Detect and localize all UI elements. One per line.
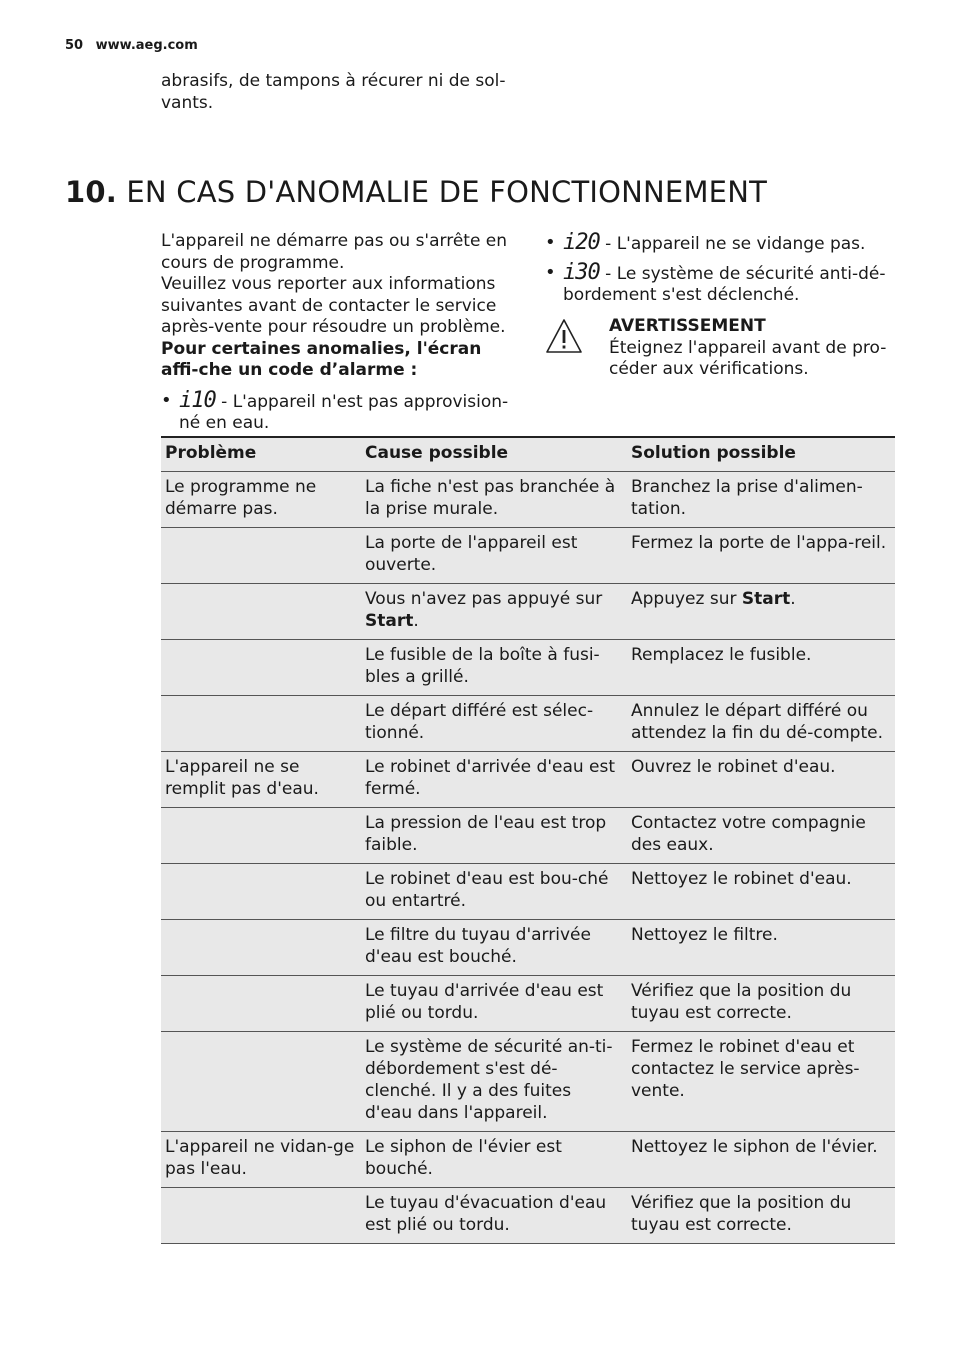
column-header-problem: Problème — [161, 437, 361, 472]
problem-cell — [161, 696, 361, 752]
alarm-code-item — [545, 232, 890, 256]
table-row — [161, 920, 895, 976]
start-button-label: Start — [741, 589, 791, 609]
cause-cell: Le robinet d'arrivée d'eau est fermé. — [361, 752, 627, 808]
cause-cell: La porte de l'appareil est ouverte. — [361, 528, 627, 584]
problem-cell — [161, 976, 361, 1032]
column-header-cause: Cause possible — [361, 437, 627, 472]
table-row — [161, 472, 895, 528]
alarm-code-item — [161, 387, 513, 435]
intro-paragraph-1: L'appareil ne démarre pas ou s'arrête en cours de programme. — [161, 231, 508, 273]
problem-cell — [161, 640, 361, 696]
table-row — [161, 1132, 895, 1188]
problem-cell — [161, 1032, 361, 1132]
bullet-icon: • — [545, 261, 556, 283]
solution-cell: Remplacez le fusible. — [627, 640, 895, 696]
table-row — [161, 528, 895, 584]
alarm-code-text: - L'appareil n'est pas approvision-né en eau. — [179, 391, 509, 433]
problem-cell — [161, 920, 361, 976]
alarm-code: i20 — [563, 230, 600, 255]
column-header-solution: Solution possible — [627, 437, 895, 472]
cause-cell: Le fusible de la boîte à fusi-bles a grillé. — [361, 640, 627, 696]
table-row — [161, 808, 895, 864]
table-header-row — [161, 437, 895, 472]
table-row — [161, 864, 895, 920]
warning-triangle-icon — [545, 318, 583, 354]
alarm-code-text: - Le système de sécurité anti-dé-bordement s'est déclenché. — [563, 263, 886, 305]
section-number: 10. — [65, 175, 117, 209]
problem-cell — [161, 1188, 361, 1244]
table-row — [161, 1032, 895, 1132]
bullet-icon: • — [545, 232, 556, 253]
cause-cell — [361, 584, 627, 640]
solution-cell: Nettoyez le filtre. — [627, 920, 895, 976]
cause-cell: Le tuyau d'évacuation d'eau est plié ou tordu. — [361, 1188, 627, 1244]
cause-cell: Le filtre du tuyau d'arrivée d'eau est bouché. — [361, 920, 627, 976]
troubleshooting-table — [161, 436, 895, 1244]
solution-cell: Vérifiez que la position du tuyau est correcte. — [627, 976, 895, 1032]
problem-cell — [161, 808, 361, 864]
bullet-icon: • — [161, 389, 172, 411]
solution-text-end: . — [790, 589, 796, 609]
section-title-text: EN CAS D'ANOMALIE DE FONCTIONNEMENT — [126, 175, 768, 209]
intro-column — [161, 231, 513, 435]
solution-cell: Nettoyez le siphon de l'évier. — [627, 1132, 895, 1188]
problem-cell — [161, 864, 361, 920]
continued-text: abrasifs, de tampons à récurer ni de sol-vants. — [161, 71, 506, 113]
start-button-label: Start — [365, 611, 414, 631]
alarm-code-item — [545, 259, 890, 307]
solution-cell — [627, 584, 895, 640]
table-row — [161, 640, 895, 696]
solution-text: Appuyez sur — [631, 589, 742, 609]
cause-cell: Le départ différé est sélec-tionné. — [361, 696, 627, 752]
table-row — [161, 976, 895, 1032]
table-row — [161, 752, 895, 808]
problem-cell — [161, 584, 361, 640]
cause-cell: Le robinet d'eau est bou-ché ou entartré. — [361, 864, 627, 920]
problem-cell — [161, 528, 361, 584]
table-row — [161, 584, 895, 640]
solution-cell: Annulez le départ différé ou attendez la fin du dé-compte. — [627, 696, 895, 752]
problem-cell: Le programme ne démarre pas. — [161, 472, 361, 528]
solution-cell: Fermez le robinet d'eau et contactez le service après-vente. — [627, 1032, 895, 1132]
problem-cell: L'appareil ne vidan-ge pas l'eau. — [161, 1132, 361, 1188]
cause-text-end: . — [413, 611, 419, 631]
page-header — [65, 38, 198, 53]
website-link[interactable]: www.aeg.com — [95, 38, 198, 53]
page-number: 50 — [65, 38, 84, 53]
cause-cell: La pression de l'eau est trop faible. — [361, 808, 627, 864]
solution-cell: Nettoyez le robinet d'eau. — [627, 864, 895, 920]
solution-cell: Ouvrez le robinet d'eau. — [627, 752, 895, 808]
alarm-codes-column — [545, 232, 890, 307]
warning-title: AVERTISSEMENT — [609, 316, 766, 336]
solution-cell: Contactez votre compagnie des eaux. — [627, 808, 895, 864]
solution-cell: Branchez la prise d'alimen-tation. — [627, 472, 895, 528]
alarm-code: i30 — [563, 259, 600, 285]
alarm-code-text: - L'appareil ne se vidange pas. — [599, 234, 866, 254]
intro-paragraph-2: Veuillez vous reporter aux informations suivantes avant de contacter le service après-vente pour résoudre un problème. — [161, 274, 506, 337]
warning-text: Éteignez l'appareil avant de pro-céder aux vérifications. — [609, 337, 887, 379]
intro-paragraph-3: Pour certaines anomalies, l'écran affi-che un code d’alarme : — [161, 338, 482, 380]
table-row — [161, 696, 895, 752]
cause-cell: Le système de sécurité an-ti-débordement s'est dé-clenché. Il y a des fuites d'eau dans l'appareil. — [361, 1032, 627, 1132]
section-title — [65, 175, 767, 209]
cause-cell: Le tuyau d'arrivée d'eau est plié ou tordu. — [361, 976, 627, 1032]
table-row — [161, 1188, 895, 1244]
solution-cell: Vérifiez que la position du tuyau est correcte. — [627, 1188, 895, 1244]
cause-cell: Le siphon de l'évier est bouché. — [361, 1132, 627, 1188]
alarm-code: i10 — [179, 387, 216, 413]
cause-cell: La fiche n'est pas branchée à la prise murale. — [361, 472, 627, 528]
solution-cell: Fermez la porte de l'appa-reil. — [627, 528, 895, 584]
cause-text: Vous n'avez pas appuyé sur — [365, 589, 603, 609]
problem-cell: L'appareil ne se remplit pas d'eau. — [161, 752, 361, 808]
